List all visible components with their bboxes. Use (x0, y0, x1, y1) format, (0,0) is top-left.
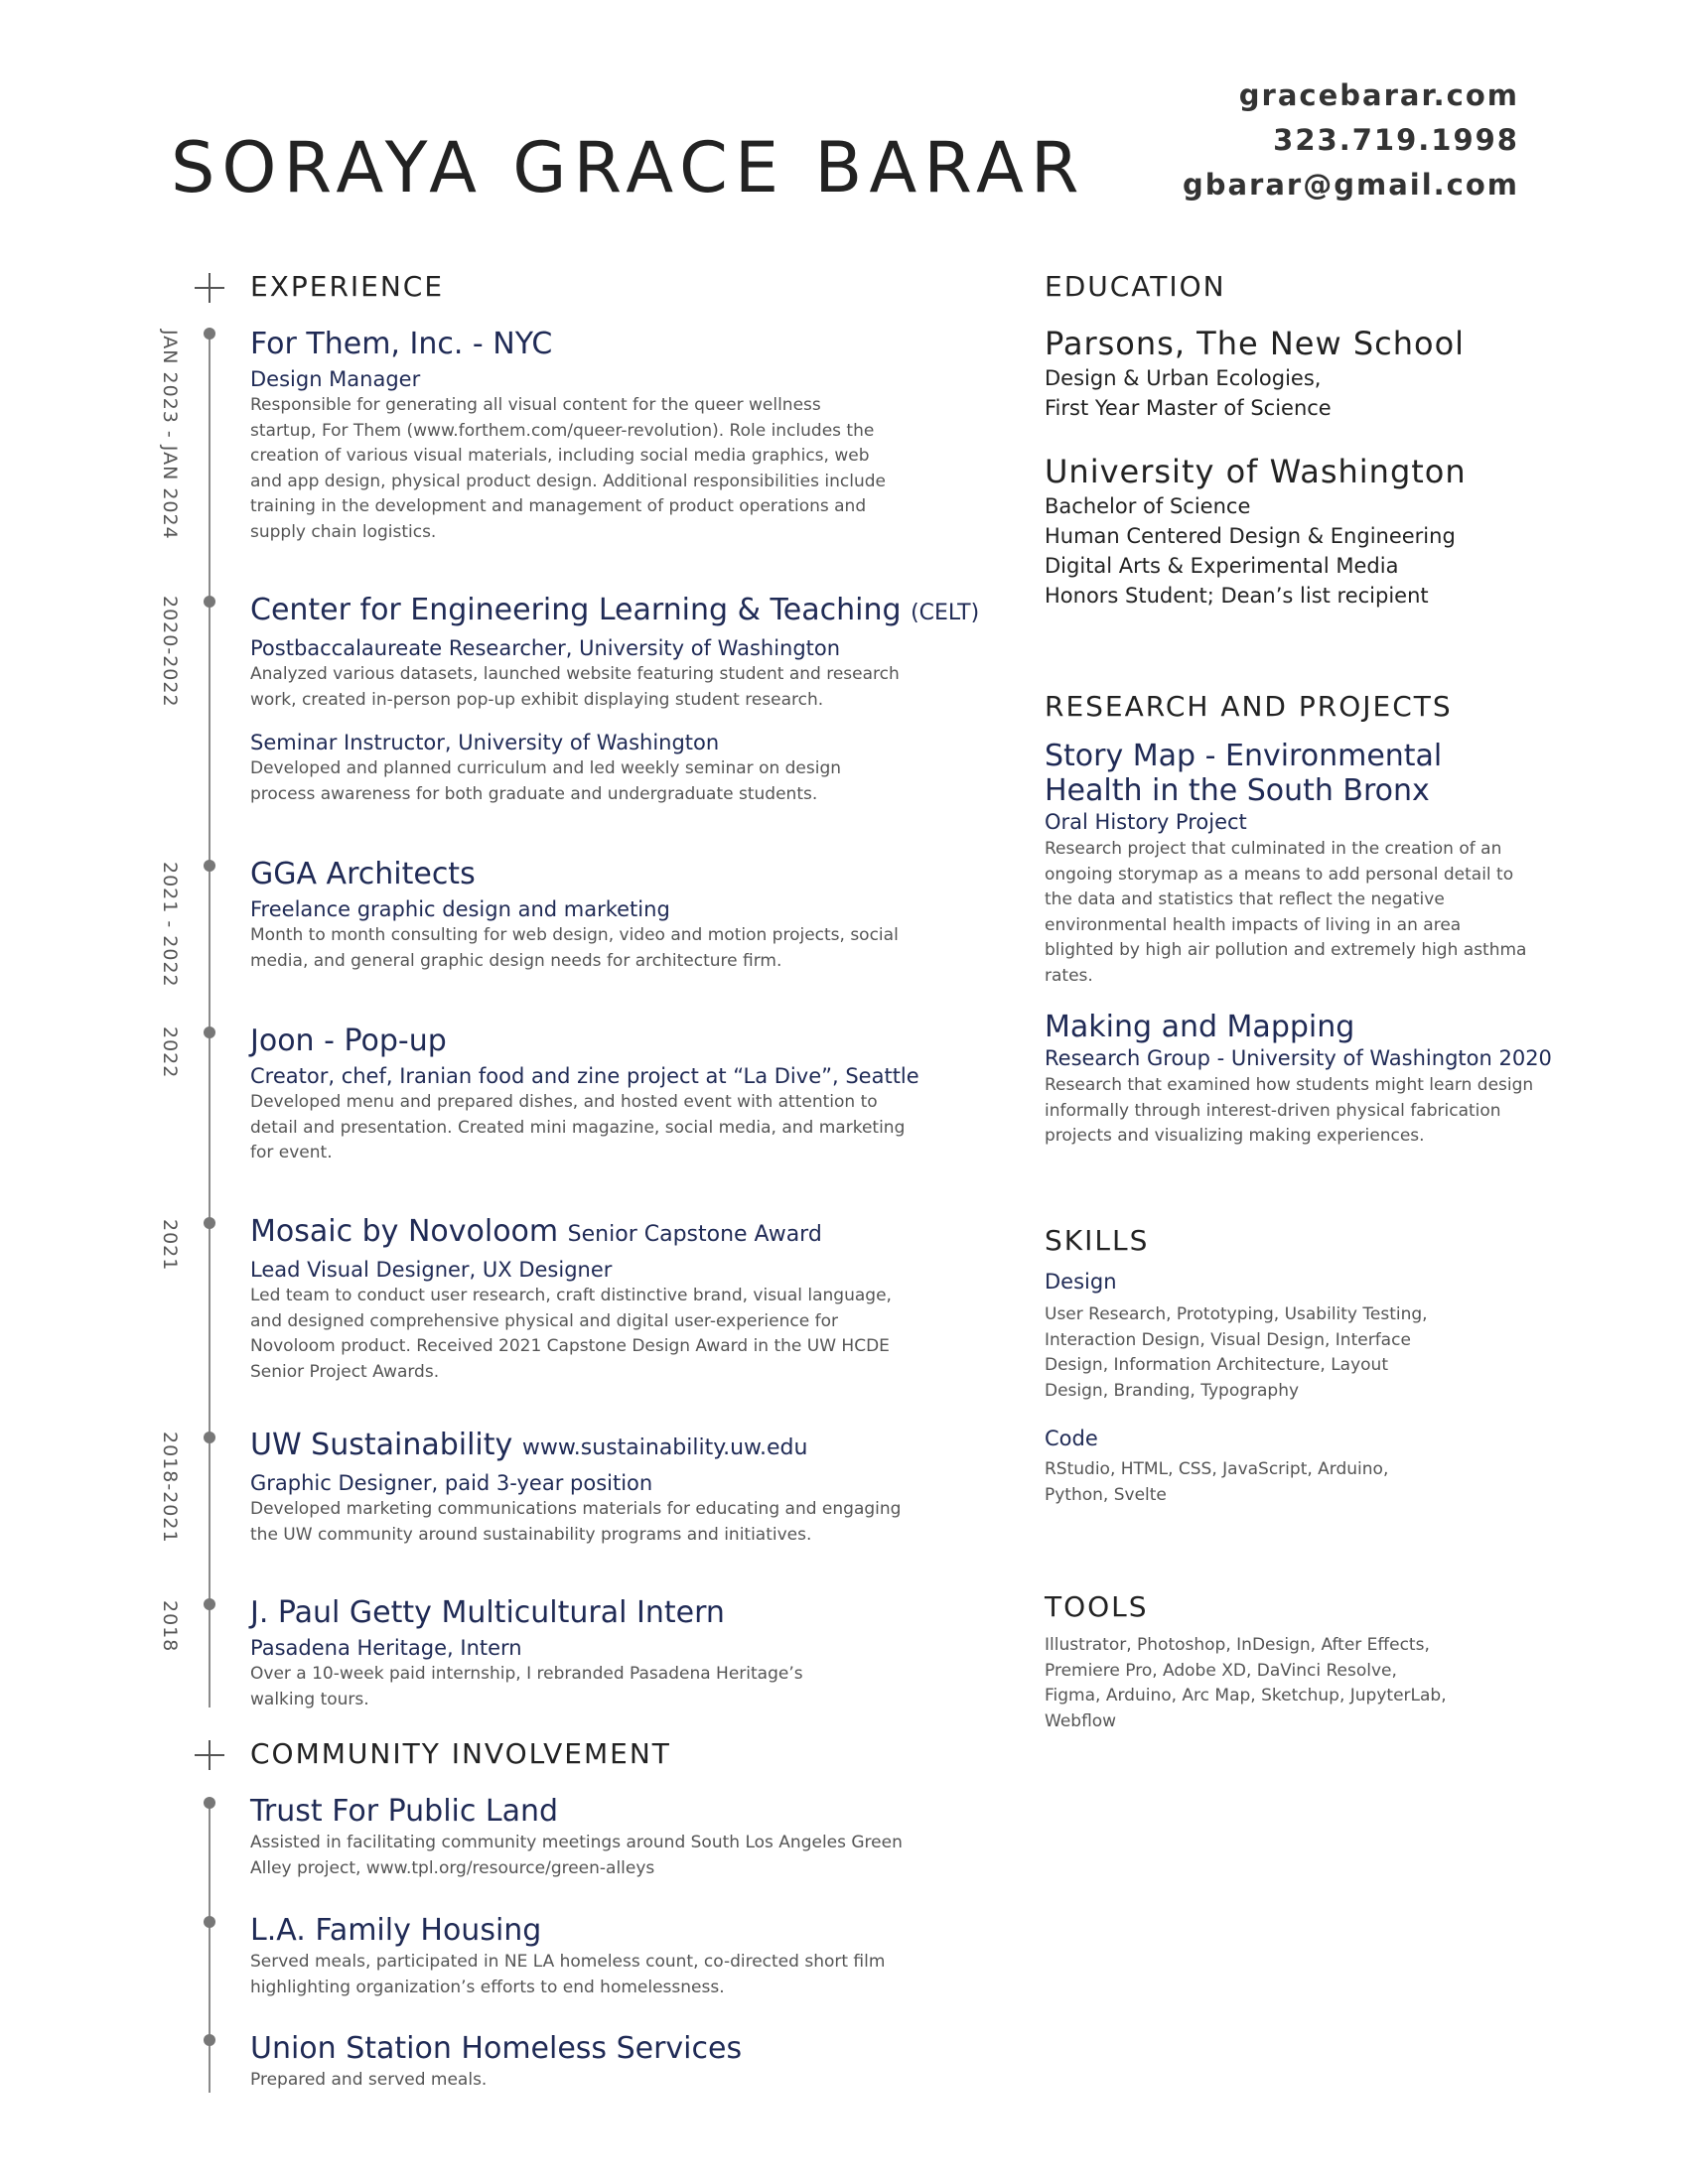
timeline-dot (204, 860, 215, 872)
experience-entry (250, 592, 980, 807)
project-description: Research project that culminated in the creation of an ongoing storymap as a means to add personal detail to the data and statistics that reflect the negative environmental health impacts of living in an area blighted by high air pollution and extremely high asthma rates. (1045, 839, 1527, 986)
degree-line: Bachelor of Science (1045, 494, 1251, 518)
entry-role: Lead Visual Designer, UX Designer (250, 1258, 613, 1282)
entry-role: Seminar Instructor, University of Washington (250, 731, 720, 754)
timeline-dot (204, 2034, 215, 2046)
school-name: Parsons, The New School (1045, 325, 1466, 362)
education-heading: EDUCATION (1045, 270, 1226, 303)
school-name: University of Washington (1045, 453, 1467, 490)
timeline-dot (204, 1797, 215, 1809)
skills-design-label: Design (1045, 1270, 1117, 1294)
entry-description: Developed marketing communications materials for educating and engaging the UW community around sustainability programs and initiatives. (250, 1499, 902, 1545)
entry-description: Over a 10-week paid internship, I rebranded Pasadena Heritage’s walking tours. (250, 1664, 803, 1709)
tools-heading: TOOLS (1045, 1590, 1149, 1623)
entry-description: Month to month consulting for web design, video and motion projects, social media, and general graphic design needs for architecture firm. (250, 925, 899, 971)
entry-title: J. Paul Getty Multicultural Intern (250, 1595, 725, 1630)
project-title: Story Map - Environmental Health in the South Bronx (1045, 739, 1443, 808)
experience-heading: EXPERIENCE (250, 270, 445, 303)
entry-role: Creator, chef, Iranian food and zine project at “La Dive”, Seattle (250, 1064, 919, 1088)
entry-title: GGA Architects (250, 857, 476, 891)
tools-text: Illustrator, Photoshop, InDesign, After Effects, Premiere Pro, Adobe XD, DaVinci Resolve, Figma, Arduino, Arc Map, Sketchup, JupyterLab, Webflow (1045, 1635, 1447, 1731)
entry-description: Developed and planned curriculum and led weekly seminar on design process awareness for both graduate and undergraduate students. (250, 758, 842, 804)
entry-role: Freelance graphic design and marketing (250, 897, 670, 921)
entry-description: Developed menu and prepared dishes, and hosted event with attention to detail and presentation. Created mini magazine, social media, and marketing for event. (250, 1092, 906, 1162)
community-heading: COMMUNITY INVOLVEMENT (250, 1737, 671, 1770)
experience-entry (250, 1213, 925, 1385)
tools-block (1045, 1633, 1452, 1734)
degree-line: Human Centered Design & Engineering (1045, 524, 1456, 548)
project-title: Making and Mapping (1045, 1010, 1355, 1044)
skills-design-text: User Research, Prototyping, Usability Testing, Interaction Design, Visual Design, Interface Design, Information Architecture, Layout Design, Branding, Typography (1045, 1304, 1428, 1401)
timeline-line (209, 1799, 211, 2093)
community-entry (250, 1912, 925, 2000)
research-project (1045, 1010, 1551, 1150)
degree-line: Honors Student; Dean’s list recipient (1045, 584, 1429, 608)
timeline-dot (204, 328, 215, 340)
entry-title: Joon - Pop-up (250, 1024, 447, 1058)
skills-code-label: Code (1045, 1427, 1098, 1450)
timeline-line (209, 333, 211, 1707)
experience-entry (250, 1594, 925, 1712)
entry-title: Mosaic by Novoloom Senior Capstone Award (250, 1214, 822, 1249)
research-heading: RESEARCH AND PROJECTS (1045, 690, 1453, 723)
timeline-dot (204, 1026, 215, 1038)
contact-block (1183, 73, 1519, 207)
timeline-dot (204, 1217, 215, 1229)
timeline-date: 2021 (159, 1219, 181, 1272)
experience-entry (250, 326, 925, 545)
entry-description: Analyzed various datasets, launched website featuring student and research work, created in-person pop-up exhibit displaying student research. (250, 664, 900, 710)
timeline-dot (204, 596, 215, 608)
education-school (1045, 324, 1531, 423)
phone-number: 323.719.1998 (1273, 123, 1519, 157)
experience-entry (250, 1023, 925, 1166)
timeline-date: JAN 2023 - JAN 2024 (159, 330, 181, 540)
community-entry (250, 1793, 925, 1881)
timeline-date: 2021 - 2022 (159, 862, 181, 988)
entry-title: Union Station Homeless Services (250, 2031, 743, 2066)
entry-description: Prepared and served meals. (250, 2070, 488, 2090)
research-project (1045, 739, 1541, 989)
entry-role: Pasadena Heritage, Intern (250, 1636, 522, 1660)
entry-role: Graphic Designer, paid 3-year position (250, 1471, 653, 1495)
degree-line: Design & Urban Ecologies, (1045, 366, 1322, 390)
entry-description: Responsible for generating all visual content for the queer wellness startup, For Them (www.forthem.com/queer-revolution). Role includes the creation of various visual materials, including social media graphics, web and app design, physical product design. Additional responsibilities include training in the development and management of product operations and supply chain logistics. (250, 395, 886, 542)
timeline-date: 2018-2021 (159, 1432, 181, 1544)
entry-role: Design Manager (250, 367, 421, 391)
timeline-date: 2018 (159, 1600, 181, 1653)
entry-description: Led team to conduct user research, craft distinctive brand, visual language, and designed comprehensive physical and digital user-experience for Novoloom product. Received 2021 Capstone Design Award in the UW HCDE Senior Project Awards. (250, 1286, 892, 1382)
entry-link[interactable]: www.sustainability.uw.edu (521, 1435, 808, 1460)
entry-title: For Them, Inc. - NYC (250, 327, 553, 361)
website-link[interactable]: gracebarar.com (1238, 78, 1519, 112)
entry-title: Trust For Public Land (250, 1794, 559, 1829)
degree-line: Digital Arts & Experimental Media (1045, 554, 1399, 578)
project-role: Research Group - University of Washington 2020 (1045, 1046, 1552, 1070)
experience-entry (250, 856, 925, 974)
skills-heading: SKILLS (1045, 1224, 1150, 1257)
project-description: Research that examined how students might learn design informally through interest-driven physical fabrication projects and visualizing making experiences. (1045, 1075, 1534, 1146)
timeline-dot (204, 1916, 215, 1928)
skills-block (1045, 1267, 1442, 1508)
timeline-dot (204, 1598, 215, 1610)
entry-description: Assisted in facilitating community meetings around South Los Angeles Green Alley project, www.tpl.org/resource/green-alleys (250, 1833, 903, 1878)
timeline-date: 2020-2022 (159, 596, 181, 708)
plus-icon (195, 1740, 224, 1770)
entry-title: Center for Engineering Learning & Teaching (CELT) (250, 593, 980, 627)
email-link[interactable]: gbarar@gmail.com (1182, 168, 1519, 202)
experience-entry (250, 1427, 925, 1548)
community-entry (250, 2030, 925, 2094)
entry-title: L.A. Family Housing (250, 1913, 542, 1948)
skills-code-text: RStudio, HTML, CSS, JavaScript, Arduino, Python, Svelte (1045, 1459, 1389, 1505)
entry-description: Served meals, participated in NE LA homeless count, co-directed short film highlighting organization’s efforts to end homelessness. (250, 1952, 886, 1997)
project-role: Oral History Project (1045, 810, 1247, 834)
degree-line: First Year Master of Science (1045, 396, 1332, 420)
entry-title: UW Sustainability www.sustainability.uw.edu (250, 1428, 808, 1462)
timeline-dot (204, 1432, 215, 1443)
entry-role: Postbaccalaureate Researcher, University of Washington (250, 636, 841, 660)
timeline-date: 2022 (159, 1026, 181, 1079)
education-school (1045, 452, 1531, 611)
resume-name: SORAYA GRACE BARAR (171, 127, 1086, 208)
plus-icon (195, 273, 224, 303)
